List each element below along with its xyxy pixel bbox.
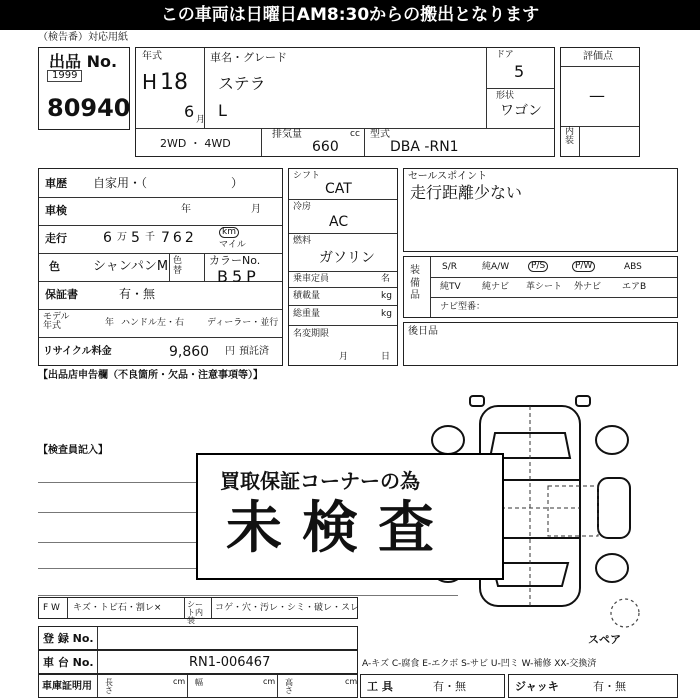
- unit-km: km: [219, 227, 239, 238]
- interior-label: 内装: [565, 127, 575, 146]
- model-label: 型式: [370, 129, 390, 140]
- fuel-label: 燃料: [293, 236, 312, 246]
- jack-label: ジャッキ: [515, 680, 559, 693]
- recycle-unit: 円: [225, 346, 235, 357]
- mid-box: [288, 168, 398, 366]
- stamp-box: [196, 453, 504, 580]
- weight-label: 総重量: [293, 309, 321, 319]
- registration-row: [38, 626, 358, 650]
- color-value: シャンパンM: [93, 259, 169, 274]
- garage-length-cm: cm: [173, 677, 186, 686]
- model-value: DBA -RN1: [390, 139, 459, 155]
- mileage-man: 6: [103, 230, 112, 246]
- inspector-label: 【検査員記入】: [38, 445, 108, 456]
- tools-row: [360, 674, 505, 698]
- fw-text: キズ・トビ石・割レ×: [73, 603, 162, 613]
- equipment-label: 装備品: [410, 265, 420, 301]
- stamp-line2: 未検査: [226, 496, 454, 561]
- recycle-note: 預託済: [239, 346, 269, 357]
- equip-abs: ABS: [624, 262, 642, 272]
- cc-unit: cc: [350, 129, 360, 139]
- after-box: [403, 322, 678, 366]
- seat-text: コゲ・穴・汚レ・シミ・破レ・スレ: [215, 603, 360, 613]
- handle-value: 左・右: [157, 318, 185, 328]
- garage-width: 幅: [195, 678, 203, 687]
- sales-point-box: [403, 168, 678, 252]
- sales-point-text: 走行距離少ない: [410, 183, 523, 202]
- garage-width-cm: cm: [263, 677, 276, 686]
- shift-value: CAT: [325, 181, 352, 197]
- equip-pw: P/W: [572, 261, 595, 272]
- equip-airbag: エアB: [622, 282, 647, 292]
- unit-mile: マイル: [219, 240, 246, 250]
- capacity-label: 乗車定員: [293, 274, 330, 284]
- evaluation-value: —: [589, 86, 605, 105]
- drive-value: 2WD ・ 4WD: [160, 137, 231, 150]
- fw-label: F W: [43, 603, 60, 613]
- fw-row: [38, 597, 360, 625]
- jack-value: 有・無: [593, 680, 626, 693]
- ac-label: 冷房: [293, 202, 312, 212]
- history-box: [38, 168, 283, 366]
- tools-value: 有・無: [433, 680, 466, 693]
- load-label: 積載量: [293, 291, 321, 301]
- equip-aw: 純A/W: [482, 262, 510, 272]
- inspection-label: 車検: [45, 204, 67, 217]
- seat-label: シート内装: [187, 600, 203, 625]
- spare-label: スペア: [588, 633, 621, 646]
- mileage-rest: 762: [161, 230, 197, 246]
- mileage-sen: 5: [131, 230, 140, 246]
- lot-number: 80940: [47, 94, 131, 122]
- equip-ext-nav: 外ナビ: [574, 282, 602, 292]
- report-label: 【出品店申告欄（不良箇所・欠品・注意事項等）】: [38, 370, 263, 381]
- year-value: 18: [160, 70, 188, 95]
- name-change-label: 名変期限: [293, 329, 330, 339]
- shape-value: ワゴン: [500, 103, 542, 119]
- equip-sr: S/R: [442, 262, 457, 272]
- chassis-label: 車 台 No.: [43, 656, 94, 669]
- car-name: ステラ: [218, 74, 266, 93]
- recycle-label: リサイクル料金: [43, 346, 112, 357]
- color-no-label: カラーNo.: [209, 254, 261, 267]
- evaluation-label: 評価点: [583, 51, 613, 62]
- history-label: 車歴: [45, 177, 67, 190]
- after-label: 後日品: [408, 326, 438, 337]
- doors-label: ドア: [496, 50, 514, 60]
- evaluation-box: [560, 47, 640, 157]
- inspection-month: 月: [251, 204, 261, 215]
- chassis-row: [38, 650, 358, 674]
- history-value: 自家用・（ ）: [93, 176, 244, 190]
- sheet-caption: （検告番）対応用紙: [38, 32, 128, 43]
- year-label: 年式: [142, 51, 162, 62]
- color-change: 色替: [173, 256, 183, 276]
- weight-unit: kg: [381, 309, 392, 319]
- color-label: 色: [49, 260, 60, 273]
- equipment-box: [403, 256, 678, 318]
- month-value: 6: [184, 102, 195, 121]
- sales-point-label: セールスポイント: [408, 171, 488, 182]
- registration-label: 登 録 No.: [43, 632, 94, 645]
- garage-length: 長さ: [105, 678, 113, 695]
- model-year-unit: 年: [105, 318, 115, 328]
- recycle-value: 9,860: [169, 344, 210, 360]
- color-no-value: B5P: [217, 267, 260, 286]
- unit-sen: 千: [145, 232, 155, 243]
- capacity-unit: 名: [381, 274, 391, 284]
- doors-value: 5: [514, 62, 525, 81]
- dealer-label: ディーラー・並行: [207, 318, 279, 328]
- warranty-label: 保証書: [45, 288, 78, 301]
- inspection-year: 年: [181, 204, 191, 215]
- top-banner: この車両は日曜日AM8:30からの搬出となります: [0, 0, 700, 30]
- equip-leather: 革シート: [526, 282, 563, 292]
- unit-man: 万: [117, 232, 127, 243]
- warranty-value: 有・無: [119, 287, 156, 301]
- equip-nav: 純ナビ: [482, 282, 510, 292]
- handle-label: ハンドル: [121, 318, 158, 328]
- ac-value: AC: [329, 214, 349, 230]
- garage-height-cm: cm: [345, 677, 358, 686]
- equip-ps: P/S: [528, 261, 548, 272]
- garage-height: 高さ: [285, 678, 293, 695]
- vehicle-box: [135, 47, 555, 157]
- garage-label: 車庫証明用: [42, 681, 92, 692]
- nav-model-label: ナビ型番：: [440, 302, 486, 312]
- model-year-label: モデル年式: [43, 312, 70, 331]
- garage-row: [38, 674, 358, 698]
- stamp-line1: 買取保証コーナーの為: [220, 469, 420, 493]
- shape-label: 形状: [496, 91, 515, 101]
- name-change-day: 日: [381, 352, 391, 362]
- equip-tv: 純TV: [440, 282, 461, 292]
- displacement-label: 排気量: [272, 129, 302, 140]
- car-name-label: 車名・グレード: [210, 51, 287, 64]
- damage-legend: A-キズ C-腐食 E-エクボ S-サビ U-凹ミ W-補修 XX-交換済: [362, 659, 597, 669]
- lot-no-label: 出品 No.: [49, 52, 118, 71]
- fuel-value: ガソリン: [319, 250, 375, 266]
- load-unit: kg: [381, 291, 392, 301]
- month-unit: 月: [196, 115, 206, 125]
- shift-label: シフト: [293, 171, 321, 181]
- era-value: H: [142, 70, 158, 94]
- mileage-label: 走行: [45, 232, 67, 245]
- lot-year-box: 1999: [47, 70, 82, 82]
- chassis-value: RN1-006467: [189, 655, 271, 670]
- displacement-value: 660: [312, 139, 339, 155]
- jack-row: [508, 674, 678, 698]
- name-change-month: 月: [339, 352, 349, 362]
- car-grade: L: [218, 101, 227, 120]
- tools-label: 工 具: [367, 680, 393, 693]
- lot-box: [38, 47, 130, 130]
